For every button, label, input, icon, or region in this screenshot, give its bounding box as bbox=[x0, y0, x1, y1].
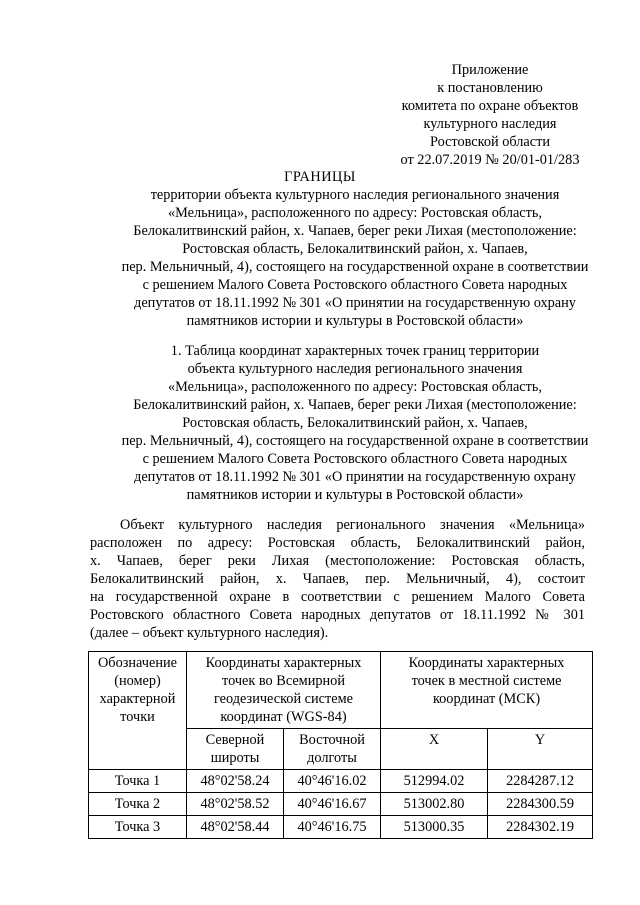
header-line: точек в местной системе bbox=[411, 673, 562, 689]
appendix-line: к постановлению bbox=[437, 80, 543, 96]
section-line: памятников истории и культуры в Ростовской области» bbox=[186, 487, 524, 503]
paragraph-line: Белокалитвинский район, х. Чапаев, пер. Мельничный, 4), состоит bbox=[90, 571, 585, 587]
table-row bbox=[89, 770, 593, 793]
section-line: объекта культурного наследия регионального значения bbox=[187, 361, 523, 377]
cell-latitude: 48°02'58.52 bbox=[187, 793, 284, 816]
appendix-header bbox=[380, 61, 600, 169]
subtitle-line: депутатов от 18.11.1992 № 301 «О принятии на государственную охрану bbox=[134, 295, 576, 311]
body-paragraph bbox=[90, 516, 585, 642]
header-y: Y bbox=[488, 729, 593, 770]
subtitle-line: Белокалитвинский район, х. Чапаев, берег реки Лихая (местоположение: bbox=[133, 223, 577, 239]
header-line: Северной bbox=[205, 732, 265, 748]
subtitle-line: территории объекта культурного наследия регионального значения bbox=[150, 187, 560, 203]
section-line: Ростовская область, Белокалитвинский район, х. Чапаев, bbox=[182, 415, 528, 431]
header-line: характерной bbox=[99, 691, 176, 707]
header-x: X bbox=[381, 729, 488, 770]
section-line: Белокалитвинский район, х. Чапаев, берег реки Лихая (местоположение: bbox=[133, 397, 577, 413]
coordinates-table bbox=[88, 651, 593, 839]
header-line: геодезической системе bbox=[214, 691, 354, 707]
cell-latitude: 48°02'58.24 bbox=[187, 770, 284, 793]
header-line: точки bbox=[120, 709, 155, 725]
document-title: ГРАНИЦЫ bbox=[284, 169, 356, 185]
section-line: 1. Таблица координат характерных точек границ территории bbox=[170, 343, 540, 359]
document-subtitle bbox=[90, 186, 620, 330]
table-row bbox=[89, 816, 593, 839]
table-row bbox=[89, 793, 593, 816]
paragraph-line: на государственной охране в соответствии с решением Малого Совета bbox=[90, 589, 585, 605]
paragraph-line: Ростовского областного Совета народных депутатов от 18.11.1992 № 301 bbox=[90, 607, 585, 623]
cell-longitude: 40°46'16.75 bbox=[284, 816, 381, 839]
header-line: долготы bbox=[307, 750, 357, 766]
section-line: с решением Малого Совета Ростовского областного Совета народных bbox=[142, 451, 568, 467]
header-line: координат (WGS-84) bbox=[220, 709, 347, 725]
subtitle-line: памятников истории и культуры в Ростовской области» bbox=[186, 313, 524, 329]
subtitle-line: Ростовская область, Белокалитвинский район, х. Чапаев, bbox=[182, 241, 528, 257]
cell-longitude: 40°46'16.02 bbox=[284, 770, 381, 793]
section-line: «Мельница», расположенного по адресу: Ростовская область, bbox=[168, 379, 542, 395]
paragraph-line: (далее – объект культурного наследия). bbox=[90, 625, 329, 641]
cell-latitude: 48°02'58.44 bbox=[187, 816, 284, 839]
appendix-line: Приложение bbox=[451, 62, 529, 78]
header-line: Координаты характерных bbox=[408, 655, 565, 671]
cell-x: 512994.02 bbox=[381, 770, 488, 793]
header-longitude bbox=[284, 729, 381, 770]
cell-y: 2284300.59 bbox=[488, 793, 593, 816]
header-line: Координаты характерных bbox=[205, 655, 362, 671]
header-wgs84 bbox=[187, 652, 381, 729]
appendix-line: культурного наследия bbox=[423, 116, 557, 132]
cell-point-name: Точка 3 bbox=[89, 816, 187, 839]
header-msk bbox=[381, 652, 593, 729]
subtitle-line: пер. Мельничный, 4), состоящего на государственной охране в соответствии bbox=[121, 259, 589, 275]
cell-x: 513002.80 bbox=[381, 793, 488, 816]
cell-y: 2284302.19 bbox=[488, 816, 593, 839]
appendix-line: от 22.07.2019 № 20/01-01/283 bbox=[400, 152, 580, 168]
paragraph-line: х. Чапаев, берег реки Лихая (местоположение: Ростовская область, bbox=[90, 553, 585, 569]
header-latitude bbox=[187, 729, 284, 770]
cell-point-name: Точка 1 bbox=[89, 770, 187, 793]
section-1-heading bbox=[90, 342, 620, 504]
header-line: (номер) bbox=[114, 673, 161, 689]
paragraph-line: Объект культурного наследия регионального значения «Мельница» bbox=[120, 517, 585, 533]
header-line: точек во Всемирной bbox=[222, 673, 345, 689]
section-line: пер. Мельничный, 4), состоящего на государственной охране в соответствии bbox=[121, 433, 589, 449]
subtitle-line: с решением Малого Совета Ростовского областного Совета народных bbox=[142, 277, 568, 293]
header-line: координат (МСК) bbox=[432, 691, 541, 707]
subtitle-line: «Мельница», расположенного по адресу: Ростовская область, bbox=[168, 205, 542, 221]
header-line: Восточной bbox=[299, 732, 365, 748]
appendix-line: Ростовской области bbox=[429, 134, 551, 150]
cell-longitude: 40°46'16.67 bbox=[284, 793, 381, 816]
header-line: Обозначение bbox=[97, 655, 177, 671]
header-designation bbox=[89, 652, 187, 770]
paragraph-line: расположен по адресу: Ростовская область, Белокалитвинский район, bbox=[90, 535, 585, 551]
appendix-line: комитета по охране объектов bbox=[401, 98, 579, 114]
cell-x: 513000.35 bbox=[381, 816, 488, 839]
header-line: широты bbox=[210, 750, 260, 766]
section-line: депутатов от 18.11.1992 № 301 «О принятии на государственную охрану bbox=[134, 469, 576, 485]
cell-point-name: Точка 2 bbox=[89, 793, 187, 816]
cell-y: 2284287.12 bbox=[488, 770, 593, 793]
